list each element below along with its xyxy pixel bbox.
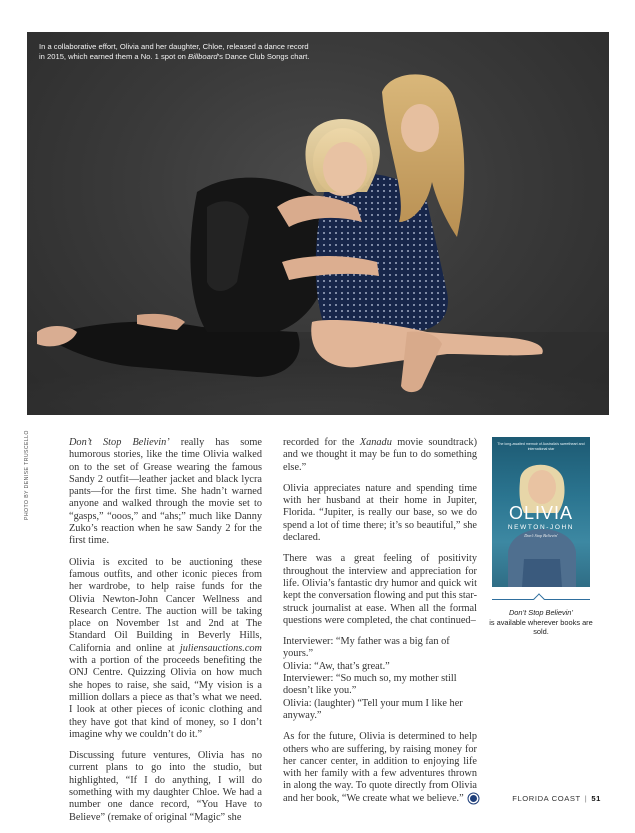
book-cover-author: NEWTON-JOHN <box>507 524 575 531</box>
interview-line: Olivia: (laughter) “Tell your mum I like her anyway.” <box>283 697 463 721</box>
interview-line: Interviewer: “My father was a big fan of yours.” <box>283 636 450 660</box>
article-paragraph: Don’t Stop Believin’ really has some humorous stories, like the time Olivia walked on to the set of Grease wearing the famous Sandy 2 outfit—leather jacket and black lycra pants—for the first time. She hadn’t warned anyone and walked through the movie set to “gasps,” “ooos,” and “ahs;” much like Danny Zuko’s reaction when he saw Sandy 2 for the first time. <box>69 437 263 547</box>
article-column-2 <box>283 437 477 814</box>
divider-notch <box>533 593 544 604</box>
photo-credit: PHOTO BY DENISE TRUSCELLO <box>24 430 30 520</box>
page-footer <box>512 794 601 803</box>
footer-separator: | <box>584 794 588 803</box>
book-caption <box>486 608 596 637</box>
book-title-inline: Don’t Stop Believin’ <box>69 437 170 448</box>
interview-exchange <box>283 636 477 722</box>
photo-caption-line2-pre: in 2015, which earned them a No. 1 spot on <box>39 52 189 61</box>
article-paragraph: Olivia is excited to be auctioning these famous outfits, and other iconic pieces from her wardrobe, to help raise funds for the Olivia Newton-John Cancer Wellness and Research Centre. The auction will be taking place on November 1st and 2nd at The Standard Oil Building in Beverly Hills, California and online at juliensauctions.com with a portion of the proceeds benefiting the ONJ Centre. Quizzing Olivia on how much she hopes to raise, she said, “My vision is a million dollars a piece as that’s what we need. I look at other pieces of iconic clothing and they have got that kind of money, so I don’t imagine why we couldn’t do it.” <box>69 556 262 740</box>
magazine-name: FLORIDA COAST <box>512 794 581 803</box>
end-mark-icon <box>470 795 477 802</box>
photo-caption-line1: In a collaborative effort, Olivia and her daughter, Chloe, released a dance record <box>39 42 309 51</box>
page-number: 51 <box>591 794 601 803</box>
article-paragraph: As for the future, Olivia is determined to help others who are suffering, by raising money for her cancer center, in addition to enjoying life with her family with a few adventures thrown in along the way. To quote directly from Olivia and her book, “We create what we believe.” <box>283 731 477 804</box>
movie-title-inline: Xanadu <box>359 437 392 448</box>
hero-photo <box>27 32 609 415</box>
photo-caption-line2-post: ’s Dance Club Songs chart. <box>217 52 310 61</box>
book-tagline: The long-awaited memoir of Australia's sweetheart and international star <box>497 442 585 451</box>
book-caption-title: Don’t Stop Believin’ <box>508 608 574 617</box>
book-cover-title: OLIVIA <box>508 503 574 523</box>
hero-photo-illustration <box>27 32 609 415</box>
book-cover-subtitle: Don't Stop Believin' <box>524 533 558 538</box>
article-paragraph: Olivia appreciates nature and spending time with her husband at their home in Jupiter, Florida. “Jupiter, is really our base, so we do spend a lot of time there; it’s so beautiful,” she declared. <box>283 482 477 544</box>
article-paragraph: There was a great feeling of positivity throughout the interview and appreciation for life. Olivia’s fantastic dry humor and quick wit kept the conversation flowing and put this star-struck journalist at ease. When all the formal questions were completed, the chat continued– <box>283 553 477 626</box>
book-caption-text: is available wherever books are sold. <box>489 617 593 637</box>
photo-caption <box>39 42 339 62</box>
photo-caption-billboard: Billboard <box>188 52 218 61</box>
article-paragraph: recorded for the Xanadu movie soundtrack) and we thought it may be fun to do something else.” <box>283 437 478 473</box>
interview-line: Interviewer: “So much so, my mother still doesn’t like you.” <box>283 673 457 697</box>
interview-line: Olivia: “Aw, that’s great.” <box>283 660 390 672</box>
auction-website: juliensauctions.com <box>179 642 262 654</box>
book-cover <box>492 437 590 587</box>
book-caption-divider <box>492 599 590 600</box>
article-paragraph: Discussing future ventures, Olivia has no current plans to go into the studio, but highlighted, “If I do anything, I will do something with my daughter Chloe. We had a number one dance record, “You Have to Believe” (remake of original “Magic” she <box>69 750 262 823</box>
article-column-1 <box>69 437 262 833</box>
